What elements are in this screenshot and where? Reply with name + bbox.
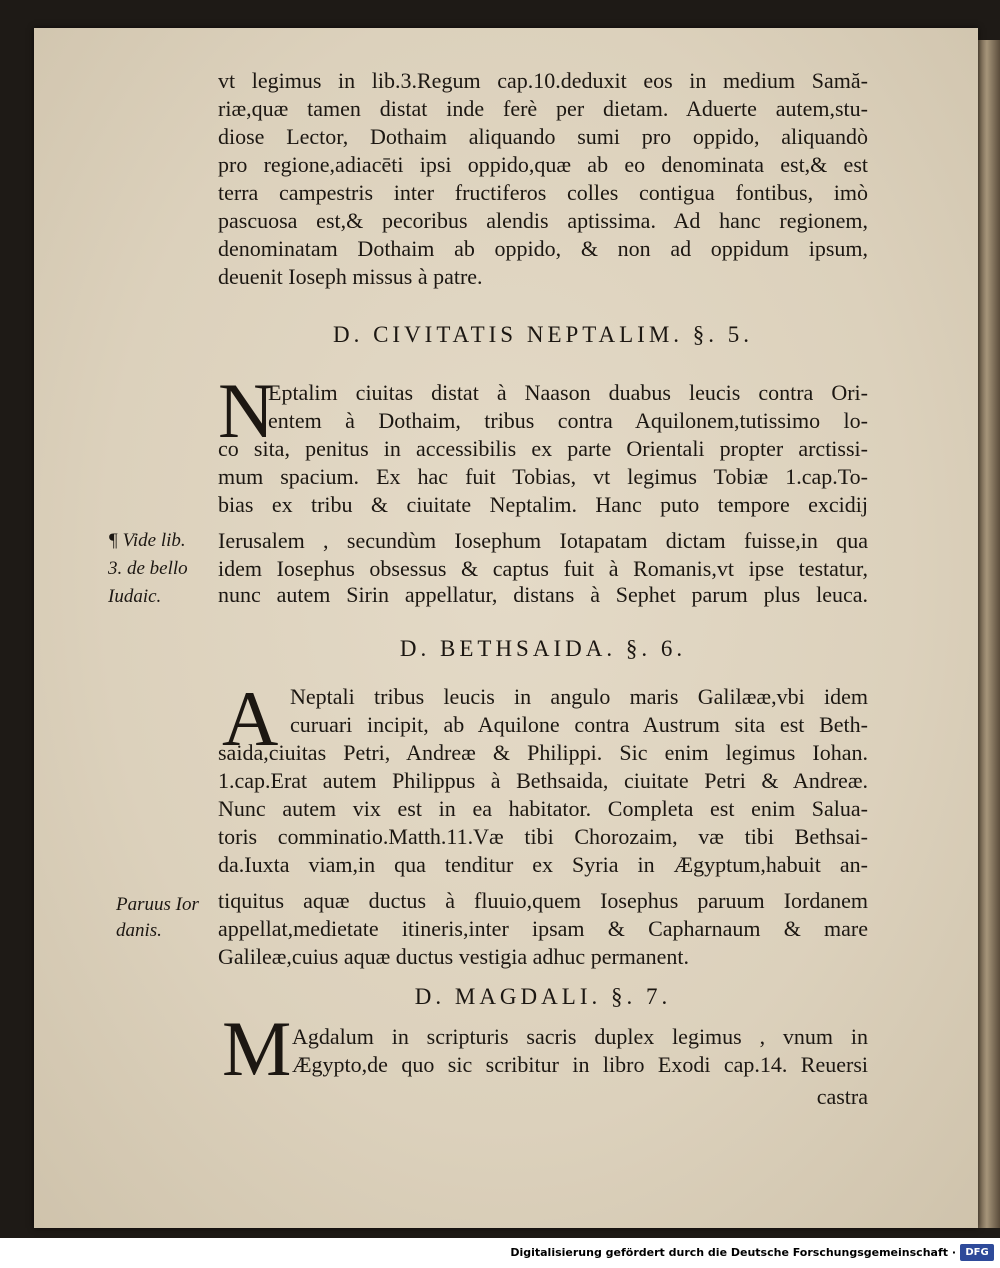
footer-text: Digitalisierung gefördert durch die Deutsche Forschungsgemeinschaft · — [510, 1246, 956, 1259]
text-line: terra campestris inter fructiferos colles contigua fontibus, imò — [218, 180, 868, 205]
margin-note: 3. de bello — [108, 558, 188, 579]
margin-note: ¶ Vide lib. — [108, 530, 186, 551]
text-line: denominatam Dothaim ab oppido, & non ad oppidum ipsum, — [218, 236, 868, 261]
drop-cap: M — [222, 1005, 292, 1092]
drop-cap: N — [218, 367, 275, 454]
text-line: pro regione,adiacēti ipsi oppido,quæ ab eo denominata est,& est — [218, 152, 868, 177]
text-line: entem à Dothaim, tribus contra Aquilonem,tutissimo lo- — [268, 408, 868, 433]
section-heading: D. CIVITATIS NEPTALIM. §. 5. — [332, 322, 754, 347]
margin-note: danis. — [116, 920, 162, 941]
text-line: co sita, penitus in accessibilis ex parte Orientali propter arctissi- — [218, 436, 868, 461]
margin-note: Paruus Ior — [116, 894, 199, 915]
text-line: saida,ciuitas Petri, Andreæ & Philippi. Sic enim legimus Iohan. — [218, 740, 868, 765]
text-line: tiquitus aquæ ductus à fluuio,quem Iosephus paruum Iordanem — [218, 888, 868, 913]
text-line: 1.cap.Erat autem Philippus à Bethsaida, ciuitate Petri & Andreæ. — [218, 768, 868, 793]
text-line: deuenit Ioseph missus à patre. — [218, 264, 483, 289]
section-heading: D. MAGDALI. §. 7. — [414, 984, 672, 1009]
text-line: toris comminatio.Matth.11.Væ tibi Chorozaim, væ tibi Bethsai- — [218, 824, 868, 849]
digitization-footer — [0, 1238, 1000, 1268]
text-line: Neptali tribus leucis in angulo maris Galilææ,vbi idem — [290, 684, 868, 709]
margin-note: Iudaic. — [108, 586, 162, 607]
dfg-logo: DFG — [960, 1244, 994, 1261]
text-line: vt legimus in lib.3.Regum cap.10.deduxit eos in medium Samă- — [218, 68, 868, 93]
section-heading: D. BETHSAIDA. §. 6. — [399, 636, 687, 661]
text-line: pascuosa est,& pecoribus alendis aptissima. Ad hanc regionem, — [218, 208, 868, 233]
drop-cap: A — [222, 675, 279, 762]
text-line: mum spacium. Ex hac fuit Tobias, vt legimus Tobiæ 1.cap.To- — [218, 464, 868, 489]
text-line: idem Iosephus obsessus & captus fuit à Romanis,vt ipse testatur, — [218, 556, 868, 581]
text-line: Nunc autem vix est in ea habitator. Completa est enim Salua- — [218, 796, 868, 821]
text-line: nunc autem Sirin appellatur, distans à Sephet parum plus leuca. — [218, 582, 868, 607]
text-line: appellat,medietate itineris,inter ipsam & Capharnaum & mare — [218, 916, 868, 941]
text-line: bias ex tribu & ciuitate Neptalim. Hanc puto tempore excidij — [218, 492, 868, 517]
text-line: riæ,quæ tamen distat inde ferè per dietam. Aduerte autem,stu- — [218, 96, 868, 121]
text-line: Ierusalem , secundùm Iosephum Iotapatam dictam fuisse,in qua — [218, 528, 868, 553]
text-line: diose Lector, Dothaim aliquando sumi pro oppido, aliquandò — [218, 124, 868, 149]
text-line: Ægypto,de quo sic scribitur in libro Exodi cap.14. Reuersi — [292, 1052, 868, 1077]
text-line: curuari incipit, ab Aquilone contra Austrum sita est Beth- — [290, 712, 868, 737]
text-line: Eptalim ciuitas distat à Naason duabus leucis contra Ori- — [268, 380, 868, 405]
text-line: da.Iuxta viam,in qua tenditur ex Syria in Ægyptum,habuit an- — [218, 852, 868, 877]
catchword: castra — [816, 1084, 868, 1109]
page-edge — [978, 40, 1000, 1228]
text-line: Agdalum in scripturis sacris duplex legimus , vnum in — [292, 1024, 868, 1049]
text-line: Galileæ,cuius aquæ ductus vestigia adhuc permanent. — [218, 944, 690, 969]
